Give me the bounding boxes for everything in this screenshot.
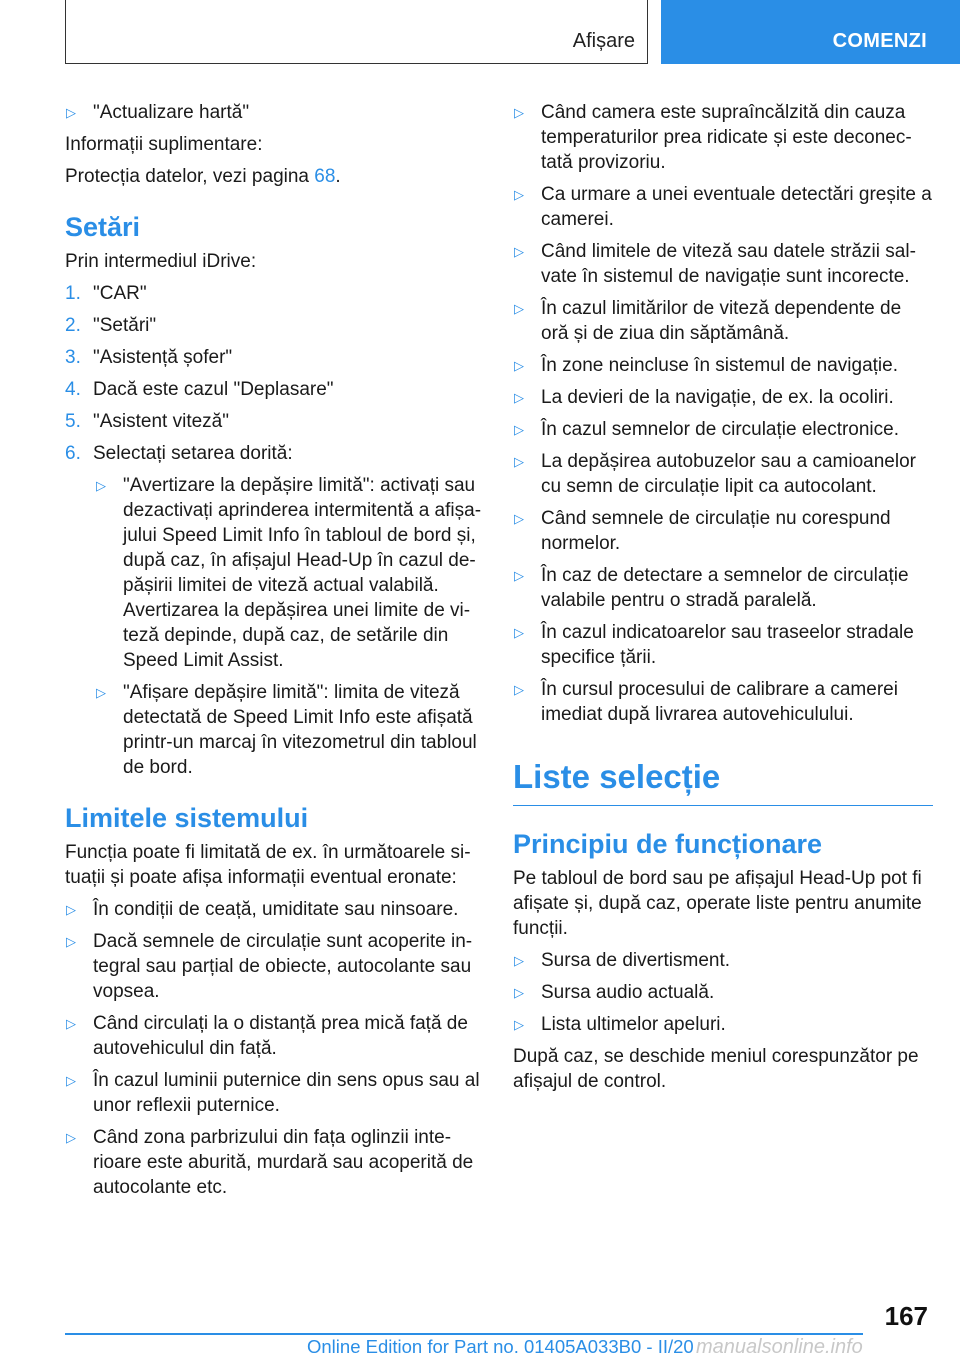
triangle-right-icon: ▷ xyxy=(514,511,524,526)
triangle-right-icon: ▷ xyxy=(66,1073,76,1088)
list-item: ▷ Lista ultimelor apeluri. xyxy=(514,1014,726,1035)
limite-intro: Funcția poate fi limitată de ex. în următoarele si- tuații și poate afișa informații eventual eronate: xyxy=(65,842,471,888)
step-item: 3. "Asistență șofer" xyxy=(65,347,233,368)
triangle-right-icon: ▷ xyxy=(514,358,524,373)
triangle-right-icon: ▷ xyxy=(514,422,524,437)
triangle-right-icon: ▷ xyxy=(514,953,524,968)
triangle-right-icon: ▷ xyxy=(66,1130,76,1145)
header-section-title: Afișare xyxy=(572,30,635,52)
triangle-right-icon: ▷ xyxy=(514,301,524,316)
list-item: ▷ În cazul indicatoarelor sau traseelor stradale specifice țării. xyxy=(514,622,914,668)
section-heading-setari: Setări xyxy=(65,212,141,242)
triangle-right-icon: ▷ xyxy=(514,568,524,583)
list-item: ▷ În cursul procesului de calibrare a camerei imediat după livrarea autovehiculului. xyxy=(514,679,898,725)
chapter-heading-liste: Liste selecție xyxy=(513,757,933,806)
step-item: 2. "Setări" xyxy=(65,315,157,336)
left-column xyxy=(65,100,485,1207)
list-item: ▷ Sursa audio actuală. xyxy=(514,982,715,1003)
triangle-right-icon: ▷ xyxy=(514,985,524,1000)
info-label: Informații suplimentare: xyxy=(65,134,263,155)
triangle-right-icon: ▷ xyxy=(514,244,524,259)
triangle-right-icon: ▷ xyxy=(514,105,524,120)
right-column xyxy=(513,100,933,1101)
triangle-right-icon: ▷ xyxy=(514,1017,524,1032)
sub-list-item: ▷ "Afișare depășire limită": limita de viteză detectată de Speed Limit Info este afișată printr-un marcaj în vitezometrul din tabloul de bord. xyxy=(96,682,477,778)
page-number: 167 xyxy=(884,1301,928,1331)
triangle-right-icon: ▷ xyxy=(514,390,524,405)
list-item: ▷ La depășirea autobuzelor sau a camioanelor cu semn de circulație lipit ca autocolant. xyxy=(514,451,916,497)
triangle-right-icon: ▷ xyxy=(66,1016,76,1031)
triangle-right-icon: ▷ xyxy=(514,187,524,202)
header-section-box xyxy=(65,0,648,64)
step-item: 1. "CAR" xyxy=(65,283,147,304)
liste-intro: Pe tabloul de bord sau pe afișajul Head-Up pot fi afișate și, după caz, operate liste pentru anumite funcții. xyxy=(513,868,922,939)
list-item: ▷ Dacă semnele de circulație sunt acoperite in- tegral sau parțial de obiecte, autocolante sau vopsea. xyxy=(66,931,473,1002)
step-item: 4. Dacă este cazul "Deplasare" xyxy=(65,379,334,400)
info-text: Protecția datelor, vezi pagina 68. xyxy=(65,166,341,187)
list-item: ▷ Când limitele de viteză sau datele străzii sal- vate în sistemul de navigație sunt incorecte. xyxy=(514,241,916,287)
header-tab-label: COMENZI xyxy=(832,30,927,52)
footer-divider xyxy=(65,1333,863,1335)
list-item: ▷ În cazul luminii puternice din sens opus sau al unor reflexii puternice. xyxy=(66,1070,480,1116)
sub-list-item: ▷ "Avertizare la depășire limită": activați sau dezactivați aprinderea intermitentă a afișa- jului Speed Limit Info în tabloul de bord și, după caz, în afișajul Head-Up în cazul de- pășirii limitei de viteză actual valabilă. Avertizarea la depășirea unei limite de vi- teză depinde, după caz, de setările din Speed Limit Assist. xyxy=(96,475,482,671)
list-item: ▷ În caz de detectare a semnelor de circulație valabile pentru o stradă paralelă. xyxy=(514,565,909,611)
list-item: ▷ "Actualizare hartă" xyxy=(66,102,250,123)
setari-intro: Prin intermediul iDrive: xyxy=(65,251,257,272)
triangle-right-icon: ▷ xyxy=(96,685,106,700)
list-item: ▷ Ca urmare a unei eventuale detectări greșite a camerei. xyxy=(514,184,932,230)
list-item: ▷ Când zona parbrizului din fața oglinzii inte- rioare este aburită, murdară sau acoperită de autocolante etc. xyxy=(66,1127,474,1198)
list-item: ▷ În zone neincluse în sistemul de navigație. xyxy=(514,355,898,376)
list-item: ▷ În cazul limitărilor de viteză dependente de oră și de ziua din săptămână. xyxy=(514,298,902,344)
section-heading-principiu: Principiu de funcționare xyxy=(513,829,823,859)
list-item: ▷ În cazul semnelor de circulație electronice. xyxy=(514,419,900,440)
triangle-right-icon: ▷ xyxy=(66,105,76,120)
list-item: ▷ Când camera este supraîncălzită din cauza temperaturilor prea ridicate și este deconec- tată provizoriu. xyxy=(514,102,912,173)
list-item: ▷ Sursa de divertisment. xyxy=(514,950,731,971)
step-item: 5. "Asistent viteză" xyxy=(65,411,229,432)
header-tab[interactable] xyxy=(661,0,960,64)
liste-outro: După caz, se deschide meniul corespunzător pe afișajul de control. xyxy=(513,1046,919,1092)
section-heading-limite: Limitele sistemului xyxy=(65,803,309,833)
triangle-right-icon: ▷ xyxy=(66,934,76,949)
footer-edition: Online Edition for Part no. 01405A033B0 - II/20 xyxy=(307,1336,694,1357)
triangle-right-icon: ▷ xyxy=(66,902,76,917)
watermark: manualsonline.info xyxy=(696,1336,863,1358)
list-item: ▷ În condiții de ceață, umiditate sau ninsoare. xyxy=(66,899,459,920)
triangle-right-icon: ▷ xyxy=(514,682,524,697)
page-link[interactable]: 68 xyxy=(314,166,336,187)
triangle-right-icon: ▷ xyxy=(514,454,524,469)
triangle-right-icon: ▷ xyxy=(96,478,106,493)
step-item: 6. Selectați setarea dorită: xyxy=(65,443,293,464)
list-item: ▷ La devieri de la navigație, de ex. la ocoliri. xyxy=(514,387,894,408)
list-item: ▷ Când semnele de circulație nu corespund normelor. xyxy=(514,508,891,554)
list-item: ▷ Când circulați la o distanță prea mică față de autovehiculul din față. xyxy=(66,1013,468,1059)
triangle-right-icon: ▷ xyxy=(514,625,524,640)
